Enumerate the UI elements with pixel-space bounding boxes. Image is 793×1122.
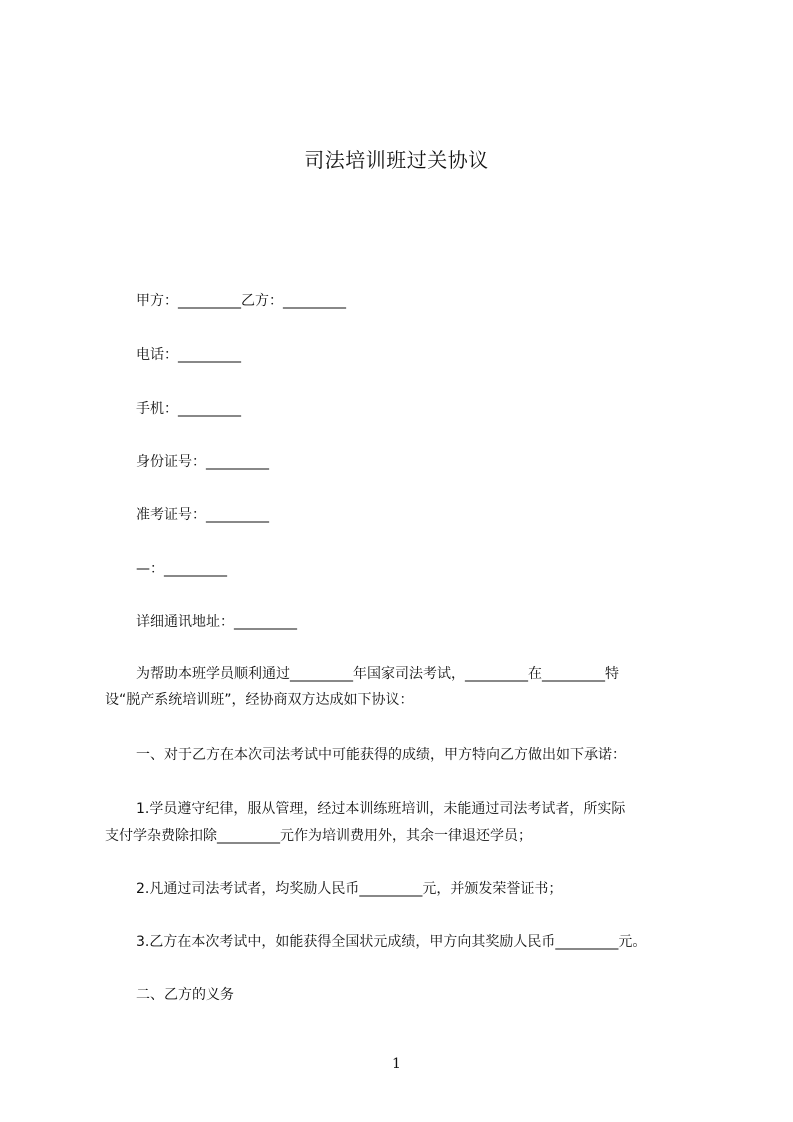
page-number: 1 <box>392 1056 401 1072</box>
mobile-field: 手机：_________ <box>136 401 241 417</box>
blank-field: —：_________ <box>136 561 227 577</box>
item3: 3.乙方在本次考试中，如能获得全国状元成绩，甲方向其奖励人民币_________元。 <box>136 934 647 950</box>
item2: 2.凡通过司法考试者，均奖励人民币_________元，并颁发荣誉证书； <box>136 881 563 897</box>
section2-heading: 二、乙方的义务 <box>136 987 234 1003</box>
phone-field: 电话：_________ <box>136 347 241 363</box>
address-field: 详细通讯地址：_________ <box>136 614 297 630</box>
ticket-number-field: 准考证号：_________ <box>136 507 269 523</box>
item1-line-1: 1.学员遵守纪律，服从管理，经过本训练班培训，未能通过司法考试者，所实际 <box>136 801 626 817</box>
intro-line-1: 为帮助本班学员顺利通过_________年国家司法考试，_________在_________特 <box>136 666 619 682</box>
party-line: 甲方：_________乙方：_________ <box>136 293 346 309</box>
intro-line-2: 设“脱产系统培训班”，经协商双方达成如下协议： <box>105 692 414 708</box>
item1-line-2: 支付学杂费除扣除_________元作为培训费用外，其余一律退还学员； <box>105 828 532 844</box>
document-title: 司法培训班过关协议 <box>304 148 489 172</box>
id-number-field: 身份证号：_________ <box>136 454 269 470</box>
section1-heading: 一、对于乙方在本次司法考试中可能获得的成绩，甲方特向乙方做出如下承诺： <box>136 747 626 763</box>
